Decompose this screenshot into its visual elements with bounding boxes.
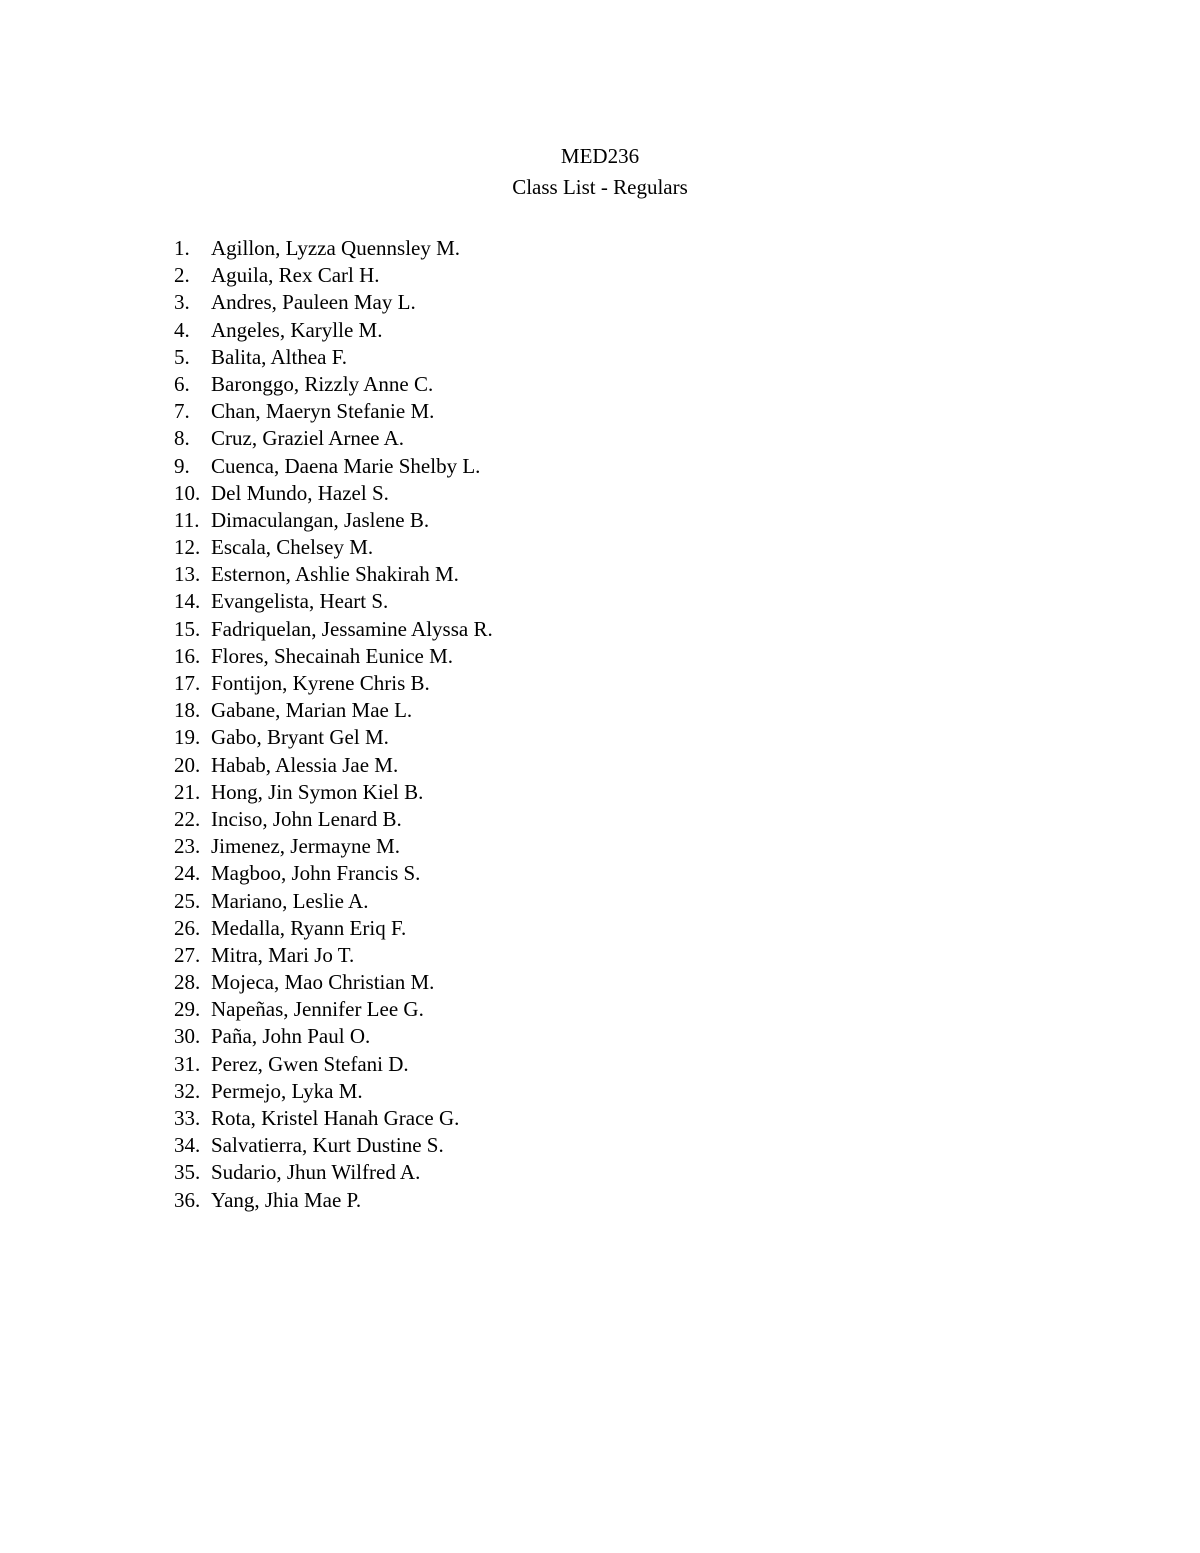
student-number: 15.: [174, 616, 201, 641]
list-item: [174, 507, 493, 534]
student-name: Cuenca, Daena Marie Shelby L.: [211, 453, 481, 478]
student-name: Permejo, Lyka M.: [211, 1078, 363, 1103]
list-item: [174, 289, 493, 316]
list-item: [174, 752, 493, 779]
student-number: 19.: [174, 725, 201, 750]
student-number: 12.: [174, 535, 201, 560]
student-number: 4.: [174, 317, 190, 342]
student-number: 20.: [174, 752, 201, 777]
student-name: Del Mundo, Hazel S.: [211, 480, 389, 505]
student-name: Angeles, Karylle M.: [211, 317, 383, 342]
student-name: Habab, Alessia Jae M.: [211, 752, 399, 777]
list-item: [174, 942, 493, 969]
student-name: Medalla, Ryann Eriq F.: [211, 915, 407, 940]
list-item: [174, 616, 493, 643]
list-item: [174, 371, 493, 398]
student-name: Mariano, Leslie A.: [211, 888, 369, 913]
student-number: 22.: [174, 806, 201, 831]
student-name: Jimenez, Jermayne M.: [211, 834, 400, 859]
student-number: 8.: [174, 426, 190, 451]
student-name: Agillon, Lyzza Quennsley M.: [211, 236, 461, 260]
list-item: [174, 670, 493, 697]
list-item: [174, 806, 493, 833]
student-number: 36.: [174, 1187, 201, 1212]
list-item: [174, 779, 493, 806]
student-number: 31.: [174, 1051, 201, 1076]
list-item: [174, 480, 493, 507]
student-number: 5.: [174, 344, 190, 369]
student-name: Inciso, John Lenard B.: [211, 806, 402, 831]
list-item: [174, 833, 493, 860]
student-number: 7.: [174, 399, 190, 424]
student-name: Baronggo, Rizzly Anne C.: [211, 371, 434, 396]
list-item: [174, 1159, 493, 1186]
student-name: Andres, Pauleen May L.: [211, 290, 416, 315]
list-item: [174, 1023, 493, 1050]
student-name: Salvatierra, Kurt Dustine S.: [211, 1133, 444, 1158]
list-item: [174, 317, 493, 344]
list-item: [174, 643, 493, 670]
student-number: 32.: [174, 1078, 201, 1103]
course-code: MED236: [560, 144, 640, 168]
list-item: [174, 1078, 493, 1105]
student-number: 26.: [174, 915, 201, 940]
list-title: Class List - Regulars: [512, 175, 688, 199]
student-number: 14.: [174, 589, 201, 614]
list-item: [174, 996, 493, 1023]
student-number: 2.: [174, 263, 190, 288]
student-number: 34.: [174, 1133, 201, 1158]
student-name: Magboo, John Francis S.: [211, 861, 421, 886]
list-item: [174, 344, 493, 371]
list-item: [174, 1105, 493, 1132]
student-number: 10.: [174, 480, 201, 505]
student-number: 30.: [174, 1024, 201, 1049]
student-number: 1.: [174, 236, 190, 260]
student-name: Flores, Shecainah Eunice M.: [211, 643, 454, 668]
student-name: Perez, Gwen Stefani D.: [211, 1051, 409, 1076]
student-name: Napeñas, Jennifer Lee G.: [211, 997, 424, 1022]
student-name: Fadriquelan, Jessamine Alyssa R.: [211, 616, 493, 641]
student-number: 23.: [174, 834, 201, 859]
list-item: [174, 1051, 493, 1078]
student-number: 11.: [174, 507, 200, 532]
student-name: Mojeca, Mao Christian M.: [211, 970, 435, 995]
student-name: Sudario, Jhun Wilfred A.: [211, 1160, 421, 1185]
student-number: 24.: [174, 861, 201, 886]
student-name: Gabane, Marian Mae L.: [211, 698, 413, 723]
student-number: 9.: [174, 453, 190, 478]
list-item: [174, 588, 493, 615]
list-item: [174, 915, 493, 942]
student-number: 16.: [174, 643, 201, 668]
student-number: 35.: [174, 1160, 201, 1185]
student-number: 29.: [174, 997, 201, 1022]
list-item: [174, 262, 493, 289]
document-header: [0, 141, 1200, 203]
student-number: 33.: [174, 1106, 201, 1130]
list-item: [174, 860, 493, 887]
student-number: 3.: [174, 290, 190, 315]
student-name: Fontijon, Kyrene Chris B.: [211, 671, 430, 695]
student-name: Esternon, Ashlie Shakirah M.: [211, 562, 459, 587]
student-name: Hong, Jin Symon Kiel B.: [211, 779, 424, 804]
list-item: [174, 888, 493, 915]
list-item: [174, 1132, 493, 1159]
list-item: [174, 398, 493, 425]
student-number: 21.: [174, 779, 201, 804]
list-item: [174, 453, 493, 480]
student-name: Evangelista, Heart S.: [211, 589, 389, 614]
list-item: [174, 561, 493, 588]
student-name: Cruz, Graziel Arnee A.: [211, 426, 405, 451]
student-name: Gabo, Bryant Gel M.: [211, 725, 389, 750]
student-number: 17.: [174, 671, 201, 695]
student-name: Balita, Althea F.: [211, 344, 347, 369]
student-number: 27.: [174, 942, 201, 967]
student-name: Dimaculangan, Jaslene B.: [211, 507, 430, 532]
student-name: Mitra, Mari Jo T.: [211, 942, 355, 967]
list-item: [174, 724, 493, 751]
student-number: 28.: [174, 970, 201, 995]
list-item: [174, 235, 493, 262]
class-list: [174, 235, 493, 1214]
student-number: 13.: [174, 562, 201, 587]
student-name: Paña, John Paul O.: [211, 1024, 371, 1049]
student-number: 18.: [174, 698, 201, 723]
list-item: [174, 425, 493, 452]
student-number: 25.: [174, 888, 201, 913]
student-name: Chan, Maeryn Stefanie M.: [211, 399, 435, 424]
student-name: Rota, Kristel Hanah Grace G.: [211, 1106, 460, 1130]
student-name: Escala, Chelsey M.: [211, 535, 374, 560]
list-item: [174, 534, 493, 561]
list-item: [174, 1187, 493, 1214]
student-number: 6.: [174, 371, 190, 396]
student-name: Aguila, Rex Carl H.: [211, 263, 380, 288]
student-name: Yang, Jhia Mae P.: [211, 1187, 362, 1212]
list-item: [174, 697, 493, 724]
list-item: [174, 969, 493, 996]
